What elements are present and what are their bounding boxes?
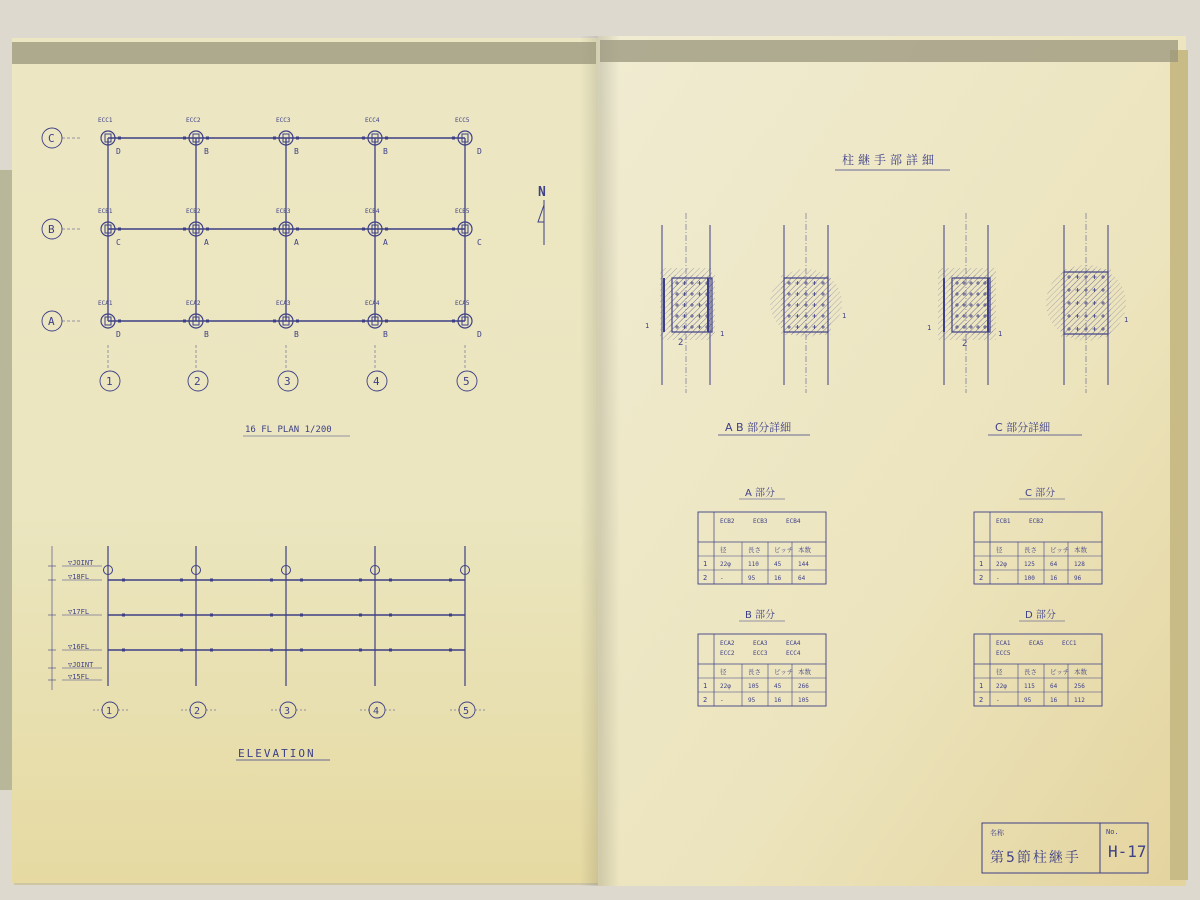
column-id: ECA2 [186, 300, 201, 307]
table-cell: 105 [748, 683, 759, 690]
table-cell: 16 [1050, 697, 1058, 704]
table-cell: - [720, 575, 724, 582]
table-col-heading: 長さ [1024, 668, 1037, 676]
table-cell: 128 [1074, 561, 1085, 568]
table-cell: 95 [748, 697, 756, 704]
table-cell: 115 [1024, 683, 1035, 690]
number-label: No. [1106, 828, 1119, 836]
ab-detail-title: A B 部分詳細 [725, 421, 792, 434]
table-cell: 110 [748, 561, 759, 568]
table-header-member: ECA2 [720, 640, 735, 647]
north-label: N [538, 185, 546, 200]
elev-column-label: 5 [463, 706, 470, 717]
column-id: ECC4 [365, 117, 380, 124]
table-col-heading: ピッチ [774, 546, 794, 554]
joint-mark: B [204, 147, 209, 156]
row-label: B [48, 223, 55, 236]
detail-main-title: 柱継手部詳細 [842, 153, 939, 167]
callout: 1 [1124, 316, 1129, 324]
table-row-id: 2 [979, 574, 984, 582]
drawing-name: 第5節柱継手 [990, 850, 1081, 866]
table-header-member: ECB3 [753, 518, 768, 525]
column-id: ECA3 [276, 300, 291, 307]
level-label: ▽JOINT [68, 559, 94, 567]
joint-mark: B [294, 330, 299, 339]
table-cell: 112 [1074, 697, 1085, 704]
table-col-heading: 本数 [798, 668, 811, 676]
table-title: D 部分 [1025, 610, 1056, 621]
callout: 1 [927, 324, 932, 332]
elev-column-label: 4 [373, 706, 380, 717]
callout: 1 [842, 312, 847, 320]
joint-mark: A [383, 238, 388, 247]
elevation-title: ELEVATION [238, 747, 316, 760]
table-title: B 部分 [745, 610, 776, 621]
table-cell: 64 [1050, 683, 1058, 690]
table-col-heading: 径 [996, 668, 1003, 676]
table-cell: 96 [1074, 575, 1082, 582]
callout: 1 [720, 330, 725, 338]
table-row-id: 1 [703, 682, 708, 690]
level-label: ▽18FL [68, 573, 90, 581]
table-col-heading: 径 [996, 546, 1003, 554]
table-col-heading: 長さ [748, 546, 761, 554]
table-cell: 45 [774, 683, 782, 690]
row-label: C [48, 132, 55, 145]
table-col-heading: 長さ [748, 668, 761, 676]
column-id: ECA5 [455, 300, 470, 307]
table-cell: 16 [774, 575, 782, 582]
table-cell: 125 [1024, 561, 1035, 568]
level-label: ▽17FL [68, 608, 90, 616]
table-row-id: 1 [979, 560, 984, 568]
table-header-member: ECB2 [1029, 518, 1044, 525]
table-col-heading: ピッチ [774, 668, 794, 676]
table-cell: 22φ [720, 683, 731, 690]
column-id: ECC2 [186, 117, 201, 124]
joint-mark: D [477, 147, 482, 156]
table-header-member: ECC3 [753, 650, 768, 657]
callout: 2 [678, 338, 684, 348]
table-cell: 64 [1050, 561, 1058, 568]
elev-column-label: 1 [106, 706, 113, 717]
table-col-heading: 本数 [1074, 668, 1087, 676]
table-cell: - [996, 575, 1000, 582]
joint-mark: B [204, 330, 209, 339]
right-page-edge [1170, 50, 1188, 880]
table-col-heading: 径 [720, 546, 727, 554]
table-cell: 16 [1050, 575, 1058, 582]
column-id: ECA4 [365, 300, 380, 307]
table-header-member: ECC2 [720, 650, 735, 657]
elev-column-label: 3 [284, 706, 291, 717]
column-id: ECC1 [98, 117, 113, 124]
column-label: 5 [463, 375, 470, 388]
table-title: A 部分 [745, 488, 776, 499]
joint-mark: B [383, 147, 388, 156]
gutter [580, 36, 620, 886]
joint-mark: D [116, 330, 121, 339]
table-row-id: 2 [979, 696, 984, 704]
table-header-member: ECC4 [786, 650, 801, 657]
table-row-id: 2 [703, 696, 708, 704]
level-label: ▽JOINT [68, 661, 94, 669]
column-id: ECA1 [98, 300, 113, 307]
table-cell: 45 [774, 561, 782, 568]
table-header-member: ECB2 [720, 518, 735, 525]
row-label: A [48, 315, 55, 328]
title-block-label: 名称 [990, 829, 1004, 837]
column-id: ECB1 [98, 208, 113, 215]
joint-mark: D [116, 147, 121, 156]
table-header-member: ECA4 [786, 640, 801, 647]
plan-title: 16 FL PLAN 1/200 [245, 425, 332, 435]
table-cell: 22φ [720, 561, 731, 568]
table-row-id: 1 [979, 682, 984, 690]
table-cell: 105 [798, 697, 809, 704]
column-id: ECC5 [455, 117, 470, 124]
table-col-heading: ピッチ [1050, 546, 1070, 554]
column-id: ECB5 [455, 208, 470, 215]
joint-mark: A [294, 238, 299, 247]
binding-tape-left [12, 42, 596, 64]
column-id: ECB4 [365, 208, 380, 215]
table-cell: 144 [798, 561, 809, 568]
table-header-member: ECA3 [753, 640, 768, 647]
table-cell: 64 [798, 575, 806, 582]
column-label: 1 [106, 375, 113, 388]
table-col-heading: ピッチ [1050, 668, 1070, 676]
table-header-member: ECA1 [996, 640, 1011, 647]
joint-mark: A [204, 238, 209, 247]
table-cell: 22φ [996, 683, 1007, 690]
callout: 1 [645, 322, 650, 330]
column-label: 2 [194, 375, 201, 388]
table-cell: - [720, 697, 724, 704]
c-detail-title: C 部分詳細 [995, 421, 1051, 434]
table-cell: - [996, 697, 1000, 704]
elev-column-label: 2 [194, 706, 201, 717]
table-header-member: ECB1 [996, 518, 1011, 525]
joint-mark: D [477, 330, 482, 339]
column-id: ECB3 [276, 208, 291, 215]
table-header-member: ECA5 [1029, 640, 1044, 647]
column-label: 4 [373, 375, 380, 388]
table-col-heading: 本数 [798, 546, 811, 554]
table-cell: 16 [774, 697, 782, 704]
table-cell: 256 [1074, 683, 1085, 690]
table-cell: 22φ [996, 561, 1007, 568]
table-cell: 100 [1024, 575, 1035, 582]
table-title: C 部分 [1025, 488, 1056, 499]
column-label: 3 [284, 375, 291, 388]
table-col-heading: 本数 [1074, 546, 1087, 554]
table-header-member: ECB4 [786, 518, 801, 525]
level-label: ▽15FL [68, 673, 90, 681]
table-col-heading: 径 [720, 668, 727, 676]
table-cell: 95 [1024, 697, 1032, 704]
table-cell: 266 [798, 683, 809, 690]
table-header-member: ECC1 [1062, 640, 1077, 647]
column-id: ECB2 [186, 208, 201, 215]
table-header-member: ECC5 [996, 650, 1011, 657]
joint-mark: C [477, 238, 482, 247]
table-cell: 95 [748, 575, 756, 582]
joint-mark: C [116, 238, 121, 247]
table-col-heading: 長さ [1024, 546, 1037, 554]
joint-mark: B [294, 147, 299, 156]
joint-mark: B [383, 330, 388, 339]
table-row-id: 2 [703, 574, 708, 582]
column-id: ECC3 [276, 117, 291, 124]
callout: 1 [998, 330, 1003, 338]
callout: 2 [962, 339, 968, 349]
level-label: ▽16FL [68, 643, 90, 651]
binding-tape-right [600, 40, 1178, 62]
table-row-id: 1 [703, 560, 708, 568]
drawing-number: H-17 [1108, 842, 1147, 861]
